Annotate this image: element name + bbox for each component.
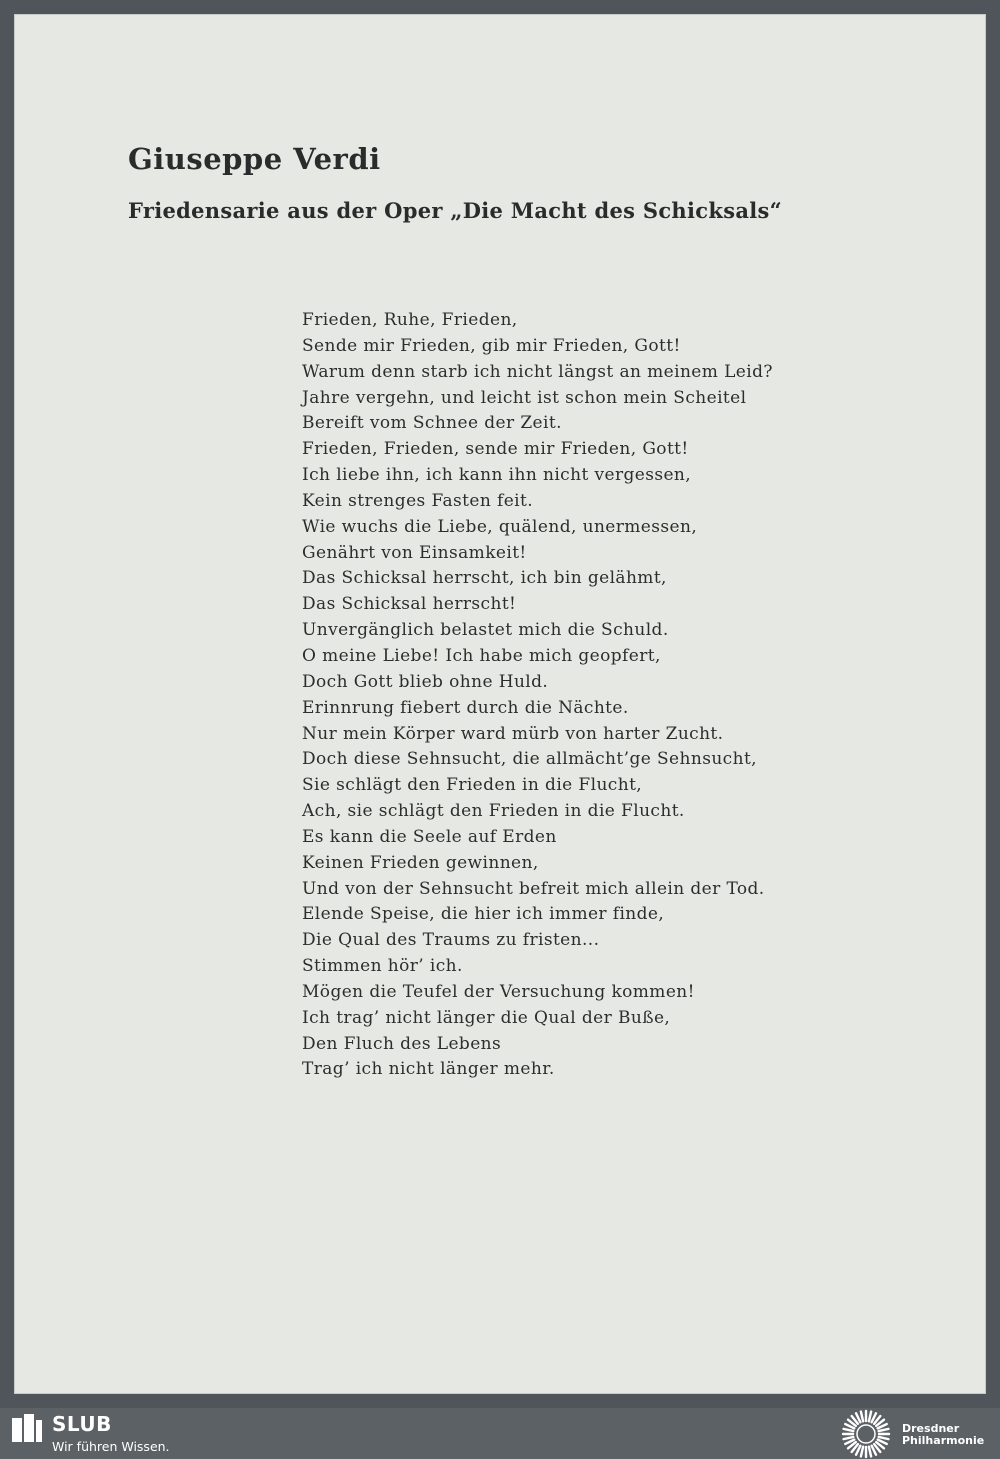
aria-line: Jahre vergehn, und leicht ist schon mein Scheitel — [302, 387, 747, 408]
aria-line: Frieden, Ruhe, Frieden, — [302, 310, 518, 330]
aria-line: O meine Liebe! Ich habe mich geopfert, — [302, 645, 661, 666]
aria-line: Genährt von Einsamkeit! — [302, 542, 527, 563]
aria-line: Die Qual des Traums zu fristen... — [302, 930, 600, 951]
aria-line: Mögen die Teufel der Versuchung kommen! — [302, 981, 695, 1002]
aria-line: Und von der Sehnsucht befreit mich allein der Tod. — [302, 878, 765, 899]
aria-line: Stimmen hör’ ich. — [302, 956, 463, 977]
library-name: SLUB — [52, 1412, 112, 1436]
aria-line: Sende mir Frieden, gib mir Frieden, Gott! — [302, 335, 681, 356]
aria-line: Nur mein Körper ward mürb von harter Zucht. — [302, 723, 724, 744]
aria-line: Das Schicksal herrscht, ich bin gelähmt, — [302, 568, 667, 589]
library-tagline: Wir führen Wissen. — [52, 1439, 170, 1454]
aria-text — [302, 308, 773, 1083]
aria-line: Doch diese Sehnsucht, die allmächt’ge Sehnsucht, — [302, 749, 757, 770]
aria-line: Ich trag’ nicht länger die Qual der Buße, — [302, 1007, 671, 1028]
aria-line: Kein strenges Fasten feit. — [302, 490, 534, 511]
aria-line: Das Schicksal herrscht! — [302, 594, 517, 615]
aria-line: Ich liebe ihn, ich kann ihn nicht vergessen, — [302, 465, 692, 486]
partner-name-line1: Dresdner — [902, 1422, 960, 1435]
aria-line: Wie wuchs die Liebe, quälend, unermessen, — [302, 516, 698, 537]
slub-logo-icon — [12, 1414, 42, 1444]
aria-line: Sie schlägt den Frieden in die Flucht, — [302, 775, 643, 796]
partner-name — [902, 1423, 984, 1447]
aria-line: Es kann die Seele auf Erden — [302, 826, 557, 847]
aria-line: Unvergänglich belastet mich die Schuld. — [302, 620, 669, 641]
document-page — [14, 14, 986, 1394]
partner-name-line2: Philharmonie — [902, 1434, 985, 1447]
aria-line: Trag’ ich nicht länger mehr. — [302, 1059, 555, 1080]
aria-line: Elende Speise, die hier ich immer finde, — [302, 904, 665, 925]
composer-heading: Giuseppe Verdi — [128, 142, 381, 176]
aria-line: Erinnrung fiebert durch die Nächte. — [302, 697, 629, 718]
aria-line: Bereift vom Schnee der Zeit. — [302, 413, 562, 434]
aria-line: Warum denn starb ich nicht längst an meinem Leid? — [302, 361, 773, 382]
sunburst-logo-icon — [840, 1409, 892, 1459]
aria-line: Keinen Frieden gewinnen, — [302, 852, 539, 873]
footer-bar — [0, 1408, 1000, 1459]
aria-line: Doch Gott blieb ohne Huld. — [302, 671, 549, 692]
work-title: Friedensarie aus der Oper „Die Macht des Schicksals“ — [128, 198, 783, 223]
aria-line: Ach, sie schlägt den Frieden in die Flucht. — [302, 801, 685, 822]
aria-line: Frieden, Frieden, sende mir Frieden, Gott! — [302, 439, 689, 460]
aria-line: Den Fluch des Lebens — [302, 1033, 502, 1054]
